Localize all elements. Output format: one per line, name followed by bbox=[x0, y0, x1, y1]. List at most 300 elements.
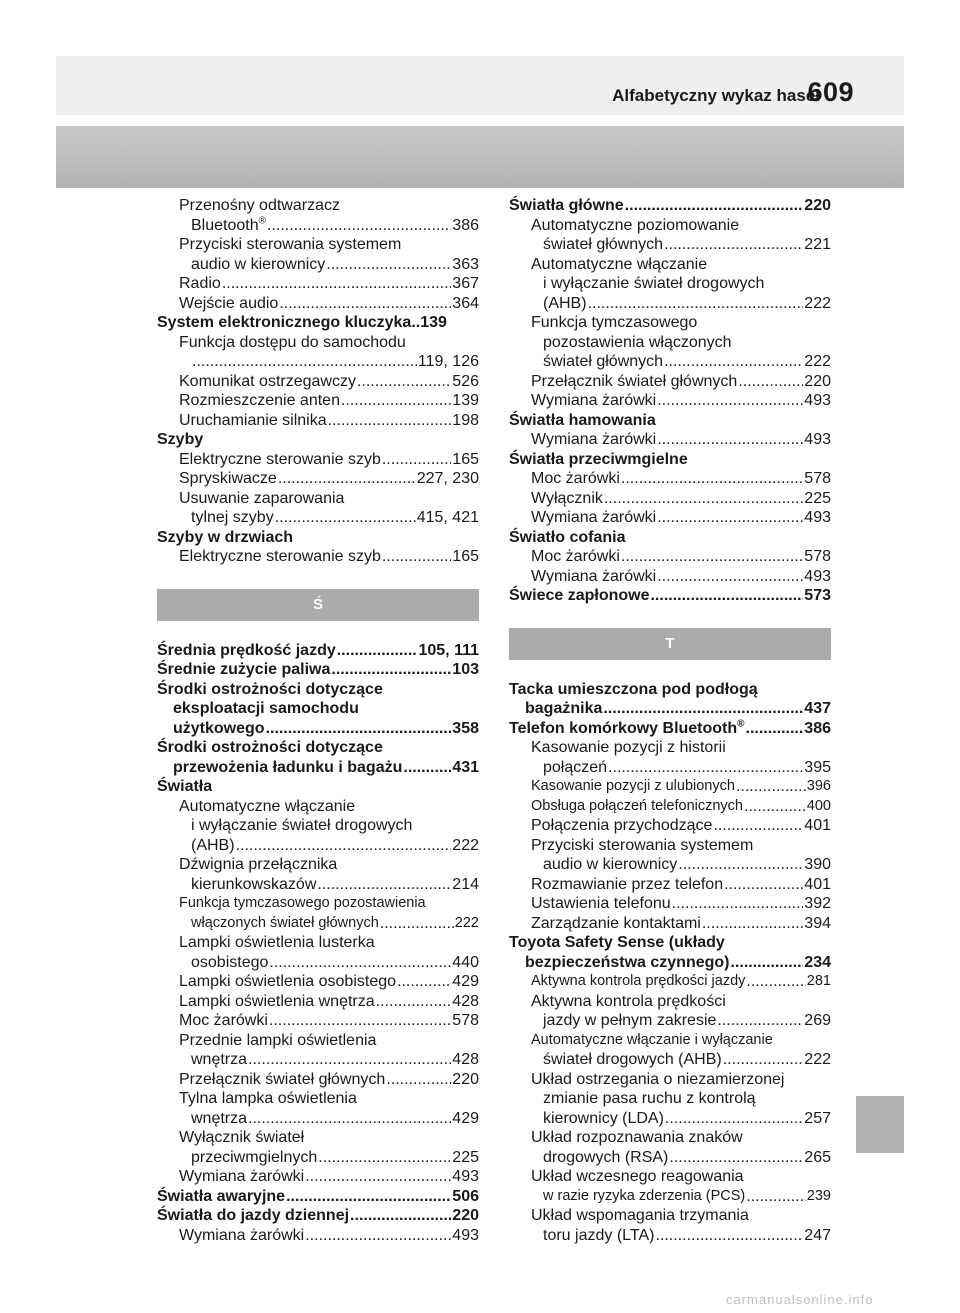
index-subentry bbox=[509, 1050, 831, 1070]
index-subentry bbox=[509, 758, 831, 778]
entry-text: Wymiana żarówki bbox=[531, 392, 657, 409]
page-reference: 394 bbox=[804, 914, 831, 932]
dot-leader bbox=[746, 1187, 806, 1207]
page-reference: 396 bbox=[806, 778, 831, 794]
page-reference: 390 bbox=[804, 856, 831, 873]
dot-leader bbox=[736, 777, 806, 797]
index-entry bbox=[157, 641, 479, 661]
section-letter-bar: Ś bbox=[157, 589, 479, 621]
entry-text: świateł głównych bbox=[543, 236, 664, 253]
index-subentry bbox=[157, 352, 479, 372]
page-reference: 222 bbox=[804, 1051, 831, 1068]
page-reference: 225 bbox=[804, 489, 831, 507]
dot-leader bbox=[278, 469, 416, 489]
index-subentry bbox=[157, 894, 479, 914]
chapter-thumb-tab bbox=[856, 1096, 904, 1153]
entry-text: audio w kierownicy bbox=[543, 856, 678, 873]
index-subentry bbox=[157, 294, 479, 314]
index-subentry bbox=[157, 1148, 479, 1168]
dot-leader bbox=[341, 391, 451, 411]
entry-text: Szyby w drzwiach bbox=[157, 528, 294, 546]
page-reference: 222 bbox=[454, 914, 479, 931]
dot-leader bbox=[746, 719, 804, 739]
entry-text: (AHB) bbox=[191, 836, 235, 854]
dot-leader bbox=[746, 972, 805, 992]
page-reference: 165 bbox=[452, 548, 479, 565]
page-reference: 578 bbox=[804, 548, 831, 565]
dot-leader bbox=[317, 875, 451, 895]
index-entry bbox=[509, 196, 831, 216]
page-reference: 401 bbox=[804, 817, 831, 834]
index-subentry bbox=[509, 777, 831, 797]
dot-leader bbox=[657, 391, 803, 411]
dot-leader bbox=[236, 836, 452, 856]
page-reference: 222 bbox=[804, 294, 831, 312]
dot-leader bbox=[222, 274, 451, 294]
entry-text: Średnie zużycie paliwa bbox=[157, 661, 331, 678]
dot-leader bbox=[382, 547, 451, 567]
index-entry bbox=[157, 680, 479, 700]
entry-text: Automatyczne poziomowanie bbox=[531, 216, 740, 234]
dot-leader bbox=[192, 352, 417, 372]
entry-text: Świece zapłonowe bbox=[509, 587, 650, 604]
entry-text: Elektryczne sterowanie szyb bbox=[179, 450, 381, 468]
entry-text: Światła bbox=[157, 778, 213, 795]
entry-text: Komunikat ostrzegawczy bbox=[179, 372, 356, 390]
index-subentry-continued: i wyłączanie świateł drogowych bbox=[543, 275, 765, 292]
index-entry bbox=[157, 738, 479, 758]
index-subentry bbox=[157, 972, 479, 992]
page-reference: 220 bbox=[452, 1070, 479, 1088]
page-reference: 440 bbox=[452, 953, 479, 971]
entry-text: wnętrza bbox=[191, 1109, 248, 1127]
entry-text: świateł głównych bbox=[543, 353, 664, 370]
entry-text: Funkcja tymczasowego pozostawienia bbox=[179, 895, 426, 911]
page-reference: 222 bbox=[804, 353, 831, 370]
page-reference: 526 bbox=[452, 372, 479, 390]
index-subentry bbox=[509, 313, 831, 333]
dot-leader bbox=[326, 255, 451, 275]
dot-leader bbox=[724, 875, 803, 895]
index-entry bbox=[509, 411, 831, 431]
dot-leader bbox=[665, 1109, 803, 1129]
index-subentry bbox=[509, 1187, 831, 1207]
entry-text: połączeń bbox=[543, 758, 608, 776]
index-subentry-continued: i wyłączanie świateł drogowych bbox=[191, 817, 413, 834]
index-subentry bbox=[509, 914, 831, 934]
index-subentry bbox=[157, 411, 479, 431]
entry-text: Automatyczne włączanie i wyłączanie bbox=[531, 1031, 773, 1048]
page-title: Alfabetyczny wykaz haseł bbox=[612, 86, 820, 105]
index-subentry bbox=[509, 1031, 831, 1051]
page-reference: 429 bbox=[452, 1109, 479, 1127]
entry-text: Światła do jazdy dziennej bbox=[157, 1207, 350, 1224]
index-subentry bbox=[157, 1109, 479, 1129]
index-subentry bbox=[509, 875, 831, 895]
index-column-left bbox=[157, 196, 479, 1245]
index-subentry bbox=[157, 1070, 479, 1090]
entry-text: osobistego bbox=[191, 953, 269, 971]
entry-text: Obsługa połączeń telefonicznych bbox=[531, 797, 743, 814]
entry-text: tylnej szyby bbox=[191, 509, 274, 526]
entry-text: Automatyczne włączanie bbox=[179, 797, 356, 815]
entry-text: Bluetooth bbox=[191, 216, 259, 234]
dot-leader bbox=[738, 372, 803, 392]
page-reference: 139 bbox=[420, 314, 447, 331]
entry-text: drogowych (RSA) bbox=[543, 1148, 669, 1166]
page-reference: 364 bbox=[452, 294, 479, 312]
page-reference: 225 bbox=[452, 1148, 479, 1166]
entry-text: Usuwanie zaparowania bbox=[179, 489, 345, 507]
dot-leader bbox=[702, 914, 803, 934]
index-subentry bbox=[509, 836, 831, 856]
entry-text: Światła przeciwmgielne bbox=[509, 450, 688, 468]
entry-text: Automatyczne włączanie bbox=[531, 255, 708, 273]
dot-leader bbox=[603, 699, 803, 719]
index-entry bbox=[509, 933, 831, 953]
index-entry bbox=[157, 528, 479, 548]
page-reference: 222 bbox=[452, 836, 479, 854]
dot-leader bbox=[397, 972, 451, 992]
index-subentry bbox=[157, 450, 479, 470]
index-subentry bbox=[509, 855, 831, 875]
page-reference: 221 bbox=[804, 236, 831, 253]
index-subentry bbox=[509, 1070, 831, 1090]
index-subentry bbox=[509, 1206, 831, 1226]
page-reference: 386 bbox=[804, 719, 831, 737]
index-entry bbox=[157, 719, 479, 739]
dot-leader bbox=[248, 1109, 451, 1129]
dot-leader bbox=[331, 660, 451, 680]
index-subentry bbox=[509, 972, 831, 992]
page-reference: 105, 111 bbox=[418, 641, 479, 659]
index-entry bbox=[157, 1187, 479, 1207]
entry-text: Kasowanie pozycji z ulubionych bbox=[531, 778, 735, 794]
dot-leader bbox=[604, 489, 803, 509]
page-reference: 401 bbox=[804, 875, 831, 893]
index-subentry bbox=[509, 1226, 831, 1246]
page-reference: 392 bbox=[804, 895, 831, 912]
dot-leader bbox=[380, 914, 454, 934]
index-subentry bbox=[157, 1011, 479, 1031]
index-subentry bbox=[509, 1011, 831, 1031]
page-reference: 103 bbox=[452, 661, 479, 678]
entry-text: świateł drogowych (AHB) bbox=[543, 1051, 722, 1068]
dot-leader bbox=[382, 450, 451, 470]
index-entry bbox=[509, 680, 831, 700]
entry-text: Wymiana żarówki bbox=[531, 509, 657, 526]
index-entry-continued: eksploatacji samochodu bbox=[173, 700, 359, 717]
entry-text: Tacka umieszczona pod podłogą bbox=[509, 680, 758, 698]
entry-text: w razie ryzyka zderzenia (PCS) bbox=[543, 1187, 746, 1204]
entry-text: Uruchamianie silnika bbox=[179, 411, 327, 429]
page-reference: 493 bbox=[804, 431, 831, 448]
entry-text: Funkcja dostępu do samochodu bbox=[179, 333, 406, 351]
dot-leader bbox=[279, 294, 451, 314]
index-subentry bbox=[509, 894, 831, 914]
index-entry bbox=[509, 450, 831, 470]
entry-text: Układ wczesnego reagowania bbox=[531, 1168, 744, 1185]
page-reference: 198 bbox=[452, 411, 479, 429]
entry-text: użytkowego bbox=[173, 719, 265, 737]
index-subentry bbox=[157, 914, 479, 934]
dot-leader bbox=[672, 894, 804, 914]
index-subentry-continued: pozostawienia włączonych bbox=[543, 333, 732, 351]
index-entry bbox=[509, 699, 831, 719]
dot-leader bbox=[744, 797, 806, 817]
entry-text: jazdy w pełnym zakresie bbox=[543, 1012, 717, 1029]
entry-text: Rozmawianie przez telefon bbox=[531, 875, 724, 893]
page-reference: 234 bbox=[804, 953, 831, 971]
index-subentry bbox=[157, 1031, 479, 1051]
page-reference: 431 bbox=[452, 758, 479, 776]
dot-leader bbox=[625, 196, 804, 216]
page-reference: 493 bbox=[804, 567, 831, 585]
entry-text: Przyciski sterowania systemem bbox=[179, 236, 402, 253]
dot-leader bbox=[678, 855, 803, 875]
dot-leader bbox=[305, 1167, 451, 1187]
index-subentry bbox=[157, 391, 479, 411]
entry-text: Zarządzanie kontaktami bbox=[531, 914, 701, 932]
entry-text: Telefon komórkowy Bluetooth bbox=[509, 719, 738, 737]
page-reference: 227, 230 bbox=[416, 470, 479, 487]
page-reference: 395 bbox=[804, 758, 831, 776]
entry-text: Układ wspomagania trzymania bbox=[531, 1207, 749, 1224]
entry-text: Funkcja tymczasowego bbox=[531, 314, 698, 331]
page-reference: 493 bbox=[452, 1226, 479, 1244]
entry-text: Światła awaryjne bbox=[157, 1187, 286, 1205]
index-subentry bbox=[509, 235, 831, 255]
dot-leader bbox=[275, 508, 416, 528]
entry-text: Przełącznik świateł głównych bbox=[179, 1070, 386, 1088]
entry-text: Lampki oświetlenia lusterka bbox=[179, 934, 375, 951]
index-subentry bbox=[157, 1128, 479, 1148]
index-subentry bbox=[157, 274, 479, 294]
index-entry bbox=[509, 528, 831, 548]
index-subentry bbox=[157, 196, 479, 216]
index-subentry bbox=[157, 372, 479, 392]
entry-text: Elektryczne sterowanie szyb bbox=[179, 548, 381, 565]
index-subentry bbox=[157, 1167, 479, 1187]
index-subentry bbox=[509, 567, 831, 587]
index-subentry bbox=[509, 294, 831, 314]
dot-leader bbox=[664, 352, 803, 372]
header-grey-bar bbox=[56, 126, 904, 188]
entry-text: wnętrza bbox=[191, 1051, 248, 1068]
dot-leader bbox=[403, 758, 451, 778]
dot-leader bbox=[269, 953, 451, 973]
entry-text: Układ ostrzegania o niezamierzonej bbox=[531, 1070, 785, 1088]
dot-leader bbox=[657, 508, 803, 528]
dot-leader bbox=[286, 1187, 451, 1207]
page-reference: 363 bbox=[452, 255, 479, 273]
index-subentry bbox=[509, 1128, 831, 1148]
page-reference: 269 bbox=[804, 1012, 831, 1029]
page-number: 609 bbox=[807, 77, 854, 107]
index-subentry bbox=[509, 372, 831, 392]
watermark: carmanualsonline.info bbox=[726, 1292, 874, 1307]
entry-text: (AHB) bbox=[543, 294, 587, 312]
index-subentry bbox=[509, 216, 831, 236]
page-reference: 239 bbox=[806, 1187, 831, 1204]
index-subentry bbox=[509, 816, 831, 836]
dot-leader bbox=[328, 411, 452, 431]
page-reference: 265 bbox=[804, 1148, 831, 1166]
entry-text: Wejście audio bbox=[179, 294, 279, 312]
index-subentry bbox=[509, 508, 831, 528]
index-entry bbox=[509, 719, 831, 739]
index-subentry bbox=[509, 391, 831, 411]
page-reference: 386 bbox=[452, 216, 479, 234]
entry-text: Wyłącznik świateł bbox=[179, 1129, 305, 1146]
dot-leader bbox=[650, 586, 803, 606]
index-subentry bbox=[157, 953, 479, 973]
dot-leader bbox=[731, 953, 804, 973]
entry-text: toru jazdy (LTA) bbox=[543, 1226, 655, 1244]
page-reference: 506 bbox=[452, 1187, 479, 1205]
entry-text: Aktywna kontrola prędkości jazdy bbox=[531, 973, 746, 989]
entry-text: Środki ostrożności dotyczące bbox=[157, 739, 383, 756]
entry-text: Toyota Safety Sense (układy bbox=[509, 934, 725, 951]
page-reference: 578 bbox=[804, 470, 831, 487]
dot-leader bbox=[669, 1148, 803, 1168]
dot-leader bbox=[266, 719, 452, 739]
entry-text: przeciwmgielnych bbox=[191, 1148, 318, 1166]
entry-text: Dźwignia przełącznika bbox=[179, 856, 338, 873]
entry-text: przewożenia ładunku i bagażu bbox=[173, 758, 403, 776]
entry-text: bagażnika bbox=[525, 700, 603, 717]
dot-leader bbox=[305, 1226, 451, 1246]
entry-text: włączonych świateł głównych bbox=[191, 914, 379, 931]
page-reference: 367 bbox=[452, 275, 479, 292]
page-reference: 429 bbox=[452, 973, 479, 990]
entry-text: Wyłącznik bbox=[531, 489, 603, 507]
index-entry bbox=[157, 660, 479, 680]
entry-text bbox=[191, 216, 266, 236]
page-reference: 214 bbox=[452, 875, 479, 893]
entry-text: Przełącznik świateł głównych bbox=[531, 372, 738, 390]
dot-leader bbox=[386, 1070, 451, 1090]
page-reference: 493 bbox=[452, 1168, 479, 1185]
page-reference: 165 bbox=[452, 450, 479, 468]
entry-text: Aktywna kontrola prędkości bbox=[531, 992, 726, 1010]
dot-leader bbox=[337, 641, 418, 661]
dot-leader bbox=[621, 469, 803, 489]
entry-text: kierunkowskazów bbox=[191, 875, 317, 893]
index-subentry bbox=[509, 255, 831, 275]
dot-leader bbox=[664, 235, 803, 255]
dot-leader bbox=[269, 1011, 451, 1031]
entry-text: Lampki oświetlenia osobistego bbox=[179, 973, 397, 990]
entry-text bbox=[509, 719, 745, 739]
entry-text: Spryskiwacze bbox=[179, 470, 277, 487]
dot-leader bbox=[357, 372, 451, 392]
page-reference: 437 bbox=[804, 700, 831, 717]
index-subentry bbox=[157, 855, 479, 875]
dot-leader bbox=[248, 1050, 451, 1070]
entry-text: Tylna lampka oświetlenia bbox=[179, 1090, 357, 1107]
index-subentry bbox=[509, 1148, 831, 1168]
index-subentry bbox=[157, 235, 479, 255]
entry-text: Światła główne bbox=[509, 197, 624, 214]
entry-text: Ustawienia telefonu bbox=[531, 895, 671, 912]
page-reference: 578 bbox=[452, 1012, 479, 1029]
dot-leader bbox=[717, 1011, 803, 1031]
page-reference: 493 bbox=[804, 509, 831, 526]
entry-text: Wymiana żarówki bbox=[179, 1226, 305, 1244]
entry-text: Połączenia przychodzące bbox=[531, 817, 713, 834]
dot-leader bbox=[657, 567, 803, 587]
index-subentry bbox=[157, 469, 479, 489]
index-subentry bbox=[509, 1167, 831, 1187]
page-reference: 247 bbox=[804, 1226, 831, 1244]
entry-text: Światło cofania bbox=[509, 528, 626, 546]
page-reference: 220 bbox=[804, 372, 831, 390]
index-subentry bbox=[157, 875, 479, 895]
dot-leader bbox=[376, 992, 452, 1012]
entry-text: Wymiana żarówki bbox=[531, 567, 657, 585]
index-subentry bbox=[509, 547, 831, 567]
page-reference: 257 bbox=[804, 1109, 831, 1127]
index-subentry bbox=[157, 1050, 479, 1070]
dot-leader bbox=[588, 294, 804, 314]
dot-leader bbox=[318, 1148, 451, 1168]
page-reference: 139 bbox=[452, 392, 479, 409]
index-subentry bbox=[157, 933, 479, 953]
index-entry bbox=[157, 1206, 479, 1226]
index-subentry bbox=[509, 1109, 831, 1129]
entry-text: Przednie lampki oświetlenia bbox=[179, 1031, 377, 1049]
page-reference: 220 bbox=[452, 1207, 479, 1224]
page-reference: 220 bbox=[804, 197, 831, 214]
index-subentry bbox=[509, 469, 831, 489]
dot-leader bbox=[350, 1206, 451, 1226]
index-subentry bbox=[157, 547, 479, 567]
dot-leader bbox=[655, 1226, 803, 1246]
entry-text: Przenośny odtwarzacz bbox=[179, 197, 340, 214]
index-column-right bbox=[509, 196, 831, 1245]
entry-text: audio w kierownicy bbox=[191, 255, 326, 273]
index-subentry bbox=[157, 1089, 479, 1109]
registered-mark: ® bbox=[737, 718, 745, 730]
index-entry bbox=[157, 758, 479, 778]
page-reference: 415, 421 bbox=[416, 509, 479, 526]
page-reference: 573 bbox=[804, 587, 831, 604]
dot-leader bbox=[657, 430, 803, 450]
index-entry bbox=[157, 777, 479, 797]
index-entry bbox=[509, 953, 831, 973]
entry-text: Kasowanie pozycji z historii bbox=[531, 739, 726, 756]
entry-text: System elektronicznego kluczyka.. bbox=[157, 314, 421, 331]
section-letter-bar: T bbox=[509, 628, 831, 660]
page-reference: 281 bbox=[806, 973, 831, 989]
index-subentry-continued: zmianie pasa ruchu z kontrolą bbox=[543, 1090, 756, 1107]
dot-leader bbox=[713, 816, 803, 836]
index-subentry bbox=[157, 836, 479, 856]
index-entry bbox=[157, 313, 479, 333]
index-subentry bbox=[509, 430, 831, 450]
entry-text: Moc żarówki bbox=[531, 548, 620, 565]
index-subentry bbox=[157, 797, 479, 817]
entry-text: Szyby bbox=[157, 431, 204, 448]
index-subentry bbox=[509, 489, 831, 509]
registered-mark: ® bbox=[258, 215, 266, 227]
index-subentry bbox=[157, 255, 479, 275]
dot-leader bbox=[723, 1050, 804, 1070]
index-subentry bbox=[157, 333, 479, 353]
entry-text: Średnia prędkość jazdy bbox=[157, 641, 336, 659]
index-entry bbox=[509, 586, 831, 606]
